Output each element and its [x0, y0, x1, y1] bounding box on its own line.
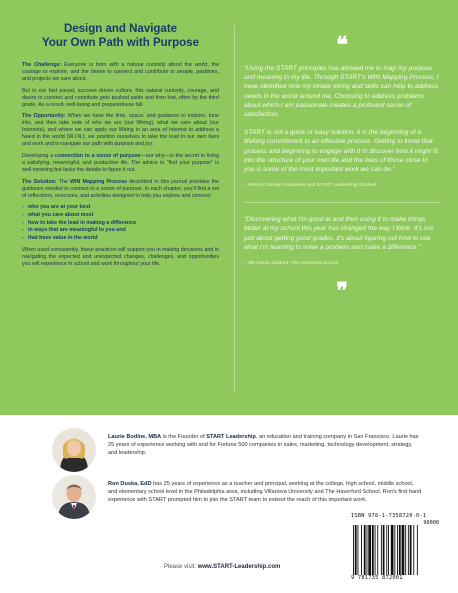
avatar [52, 428, 96, 472]
avatar [52, 475, 96, 519]
purpose-text-bold: connection to a sense of purpose [54, 152, 141, 159]
barcode-bar [405, 525, 406, 575]
barcode-bar [375, 525, 376, 575]
challenge-paragraph [22, 62, 219, 83]
author-bio-laurie [52, 428, 422, 472]
solution-paragraph [22, 179, 219, 200]
description-column [22, 22, 219, 273]
opportunity-text: When we have the time, space, and guidance to explore, tune into, and then take note of who we are (our Wiring), what we care about (our Interests), and where we can apply our Wiring in an area of Interest to address a Need in the world (W.I.N.), we position ourselves to take the lead in our own lives and work and to navigate our path with purpose and joy. [22, 113, 219, 148]
price-code: 90000 [423, 520, 439, 526]
connect-bullet-list [22, 204, 219, 242]
title-line-1: Design and Navigate [63, 23, 178, 35]
barcode-bar [410, 525, 412, 575]
testimonial-2-attribution: – 5th Grade Student, The Haverford School [244, 261, 339, 267]
challenge-label: The Challenge: [22, 62, 62, 68]
solution-text-bold: WIN Mapping Process [70, 178, 128, 185]
barcode-bar [408, 525, 409, 575]
list-item: - that have value in the world [22, 234, 98, 241]
bio-name: Laurie Bodine, MBA [108, 434, 162, 440]
barcode-bar [394, 525, 395, 575]
testimonial-1 [244, 64, 440, 174]
barcode-bar [399, 525, 401, 575]
barcode-bar [372, 525, 374, 575]
purpose-text-start: Developing a [22, 152, 55, 159]
opportunity-paragraph [22, 113, 219, 148]
barcode-bar [353, 525, 354, 575]
barcode-bar [386, 525, 387, 575]
barcode-bar [361, 525, 362, 575]
barcode-bar [417, 525, 418, 575]
testimonial-1-p1: “Using the START principles has allowed me to map my purpose and meaning in my life. Through START's WIN Mapping Process, I have identified how my innate wiring and skills can help to address needs in the world around me. Choosing to address problems about which I am passionate creates a profound sense of satisfaction. [244, 65, 439, 119]
title-line-2: Your Own Path with Purpose [42, 37, 199, 49]
testimonial-2 [244, 215, 440, 252]
solution-label: The Solution: [22, 178, 57, 185]
close-quote-icon: ❞ [336, 278, 348, 305]
testimonial-separator [244, 202, 440, 203]
barcode-bar [413, 525, 414, 575]
barcode-bar [388, 525, 389, 575]
purpose-text-end: —our why—is the secret to living a satisfying, meaningful, and productive life. The advice to “find your purpose” is well meaning but lacks the details to figure it out. [22, 152, 219, 173]
list-item: - how to take the lead in making a difference [22, 219, 137, 226]
barcode-bar [368, 525, 371, 575]
list-item: - what you care about most [22, 212, 94, 218]
bio-text-laurie: Laurie Bodine, MBA is the Founder of START Leadership, an education and training company in San Francisco. Laurie has 25 years of experience working with and for Fortune 500 companies in sales, marketing, technology development, strategy, and leadership. [108, 434, 419, 456]
open-quote-icon: ❝ [336, 32, 348, 58]
culture-paragraph: But in our fast paced, success driven culture, this natural curiosity, courage, and desire to connect and contribute gets pushed aside and then lost, often by the third grade. As a result, well-being and preparedness fall. [22, 87, 219, 108]
closing-paragraph: When used consistently, these practices will support you in making decisions and in navigating the expected and unexpected changes, challenges, and opportunities you will experience in school and work throughout your life. [22, 247, 219, 268]
barcode-bar [367, 525, 368, 575]
description-body [22, 62, 219, 268]
purpose-paragraph [22, 153, 219, 174]
bio-name: Ron Duska, EdD [108, 481, 152, 487]
isbn-text: ISBN 978-1-7358720-0-1 [351, 513, 427, 519]
barcode-bar [381, 525, 382, 575]
testimonial-1-p2: START is not a quick or easy solution, it is the beginning of a lifelong commitment to an effective process. Getting to know that process and beginning to engage with it to discover how it might fit into the structure of your own life and the lives of those close to you is some of the most important work we can do.” [244, 129, 438, 174]
solution-text-a: The [56, 178, 71, 185]
list-item: - who you are at your best [22, 204, 91, 211]
barcode-bar [402, 525, 405, 575]
testimonial-2-text: “Discovering what I'm good at and then using it to make things better at my school this year has changed the way I think. It's not just about getting good grades, it's about figuring out how to use what I'm learning to solve a problem and make a difference.” [244, 216, 433, 251]
website-line: Please visit: www.START-Leadership.com [164, 564, 281, 570]
book-title [22, 22, 219, 50]
barcode-bar [355, 525, 357, 575]
website-link[interactable]: www.START-Leadership.com [197, 564, 281, 570]
barcode-digits: 9 781735 872001 [351, 575, 403, 581]
barcode-bar [391, 525, 394, 575]
testimonial-1-attribution: – Recent College Graduates and START Leadership Student [244, 183, 376, 189]
solution-text-b: described in this journal provides the guidance needed to connect to a sense of purpose. In each chapter, you'll find a set of reflections, exercises, and activities designed to help you explore and connect: [22, 178, 219, 199]
barcode-bar [397, 525, 398, 575]
barcode [351, 513, 441, 585]
list-item: - in ways that are meaningful to you and [22, 227, 126, 234]
bio-org: START Leadership [206, 434, 256, 440]
bio-text-ron: Ron Duska, EdD has 25 years of experience as a teacher and principal, working at the college, high school, middle school, and elementary school level in the Philadelphia area, including Villanova University and The Haverford School. Ron's first hand experience with START prompted him to join the START team to extend the reach of this important work. [108, 481, 422, 503]
challenge-text: Everyone is born with a natural curiosity about the world, the courage to explore, and the desire to connect and contribute to people, pastimes, and projects we care about. [22, 62, 219, 82]
opportunity-label: The Opportunity: [22, 113, 66, 120]
barcode-bar [377, 525, 378, 575]
barcode-bars [351, 525, 441, 575]
testimonials-column [244, 32, 440, 305]
barcode-bar [364, 525, 366, 575]
barcode-bar [358, 525, 359, 575]
column-divider [234, 25, 235, 392]
barcode-bar [383, 525, 385, 575]
